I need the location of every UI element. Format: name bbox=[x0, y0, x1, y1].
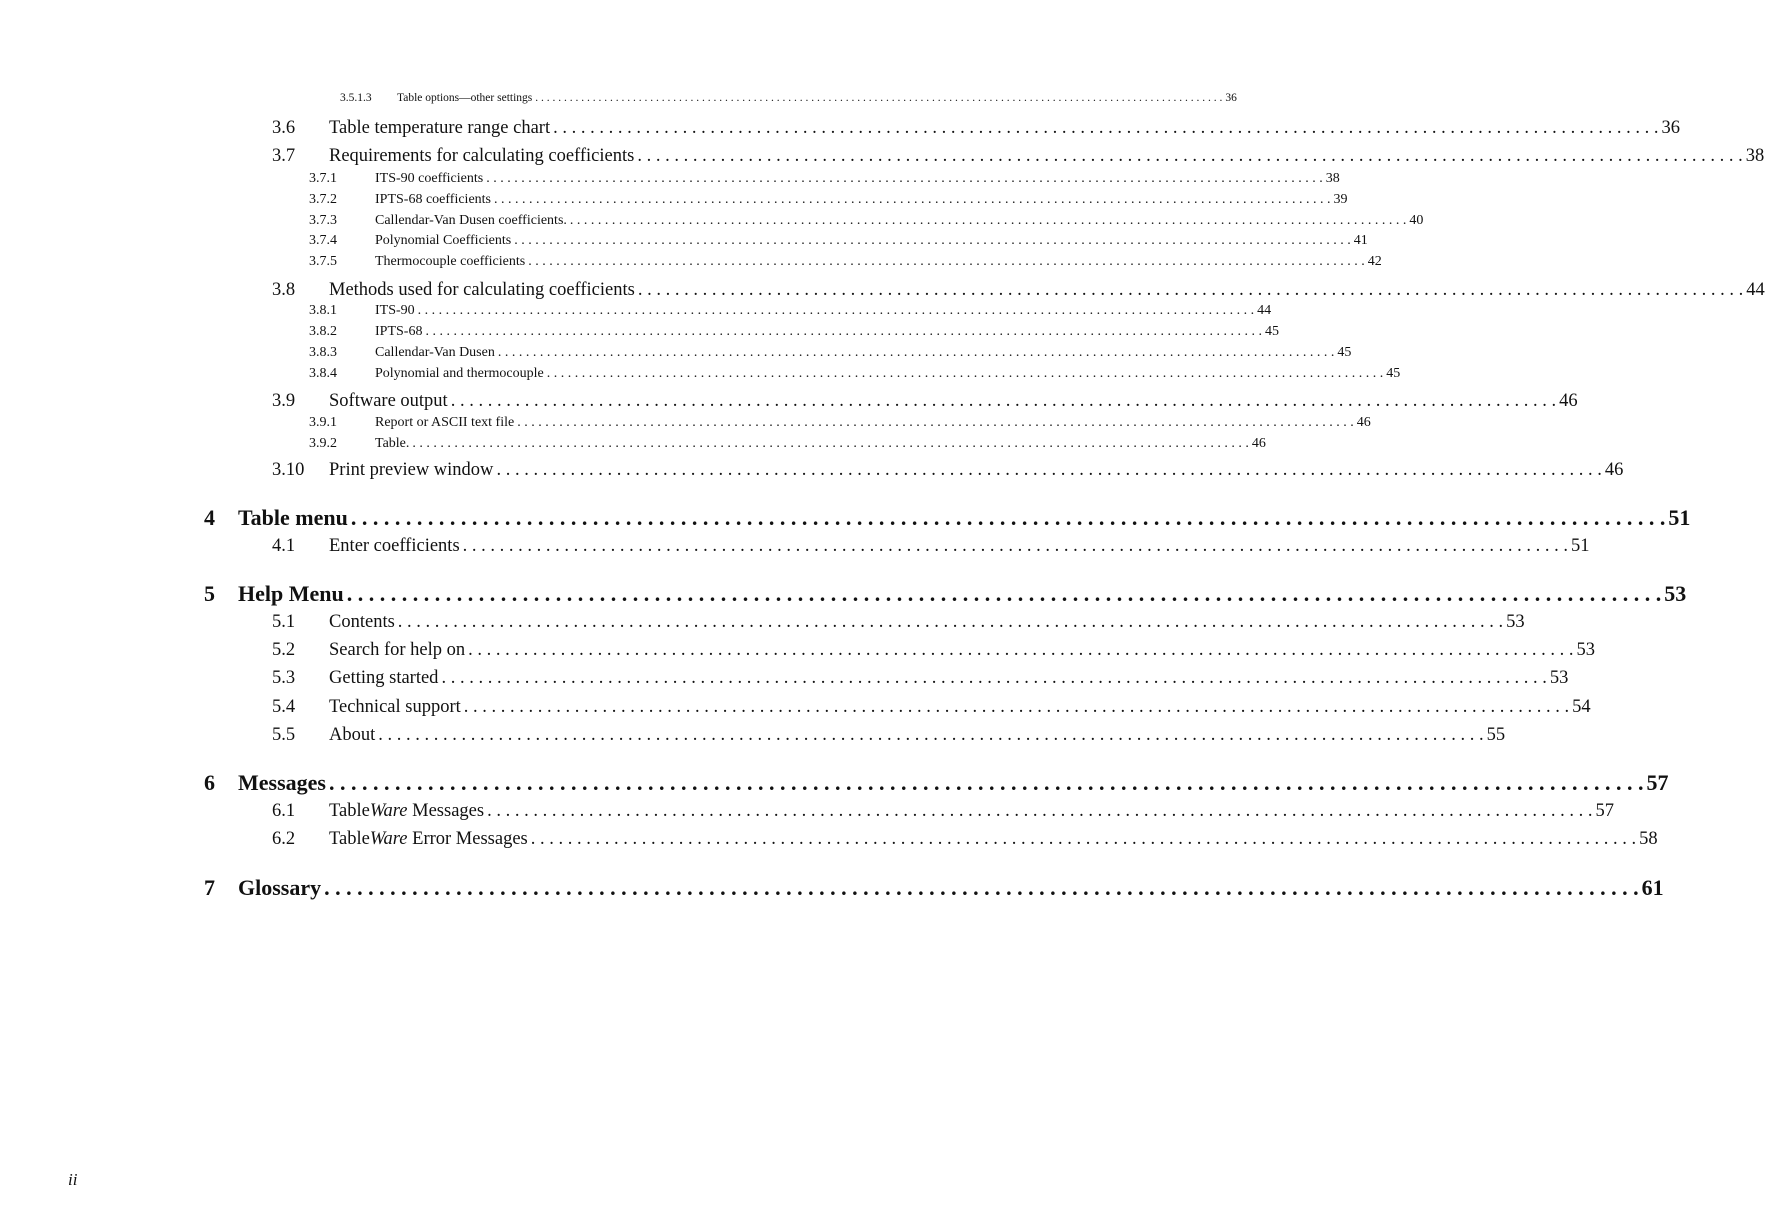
dot-leader: . . . . . . . . . . . . . . . . . . . . . . . . . . . . . . . . . . . . . . . . . . . . . . . . . . . . . . . . . . . . . . . . . . . . . . . . . . . . . . . . . . . . . . . . . . . . . . . . . . . . . . . . . . . . . . . . . . . . . . . . bbox=[528, 254, 1365, 269]
dot-leader: . . . . . . . . . . . . . . . . . . . . . . . . . . . . . . . . . . . . . . . . . . . . . . . . . . . . . . . . . . . . . . . . . . . . . . . . . . . . . . . . . . . . . . . . . . . . . . . . . . . . . . . . . . . . . . . . . . . . . . . . bbox=[546, 366, 1384, 381]
toc-entry-number: 3.7.2 bbox=[309, 192, 337, 207]
toc-entry bbox=[272, 460, 1624, 481]
toc-chapter bbox=[204, 770, 1669, 796]
toc-entry-title: Getting started bbox=[329, 668, 439, 688]
toc-entry-title: Requirements for calculating coefficients bbox=[329, 146, 635, 166]
toc-entry-title: Contents bbox=[329, 612, 395, 632]
toc-entry-page: 51 bbox=[1571, 536, 1590, 556]
toc-entry-title: Search for help on bbox=[329, 640, 466, 660]
toc-entry bbox=[272, 725, 1506, 746]
toc-entry-page: 53 bbox=[1506, 612, 1525, 632]
toc-entry bbox=[309, 192, 1348, 208]
dot-leader: . . . . . . . . . . . . . . . . . . . . . . . . . . . . . . . . . . . . . . . . . . . . . . . . . . . . . . . . . . . . . . . . . . . . . . . . . . . . . . . . . . . . . . . . . . . . . . . . . . . . . . . . . . . . . . . . . . . . . . . . bbox=[530, 829, 1637, 849]
toc-entry-page: 40 bbox=[1409, 213, 1424, 228]
toc-entry bbox=[309, 415, 1371, 431]
toc-entry-page: 41 bbox=[1353, 233, 1368, 248]
toc-entry-number: 3.10 bbox=[272, 460, 305, 480]
toc-entry-page: 57 bbox=[1595, 801, 1614, 821]
toc-entry-number: 3.8.1 bbox=[309, 303, 337, 318]
toc-entry-page: 58 bbox=[1639, 829, 1658, 849]
dot-leader: . . . . . . . . . . . . . . . . . . . . . . . . . . . . . . . . . . . . . . . . . . . . . . . . . . . . . . . . . . . . . . . . . . . . . . . . . . . . . . . . . . . . . . . . . . . . . . . . . . . . . . . . . . . . . . . . . . . . . . . . bbox=[346, 581, 1662, 606]
toc-entry-title: Messages bbox=[238, 770, 326, 795]
toc-entry-number: 3.5.1.3 bbox=[340, 92, 372, 104]
dot-leader: . . . . . . . . . . . . . . . . . . . . . . . . . . . . . . . . . . . . . . . . . . . . . . . . . . . . . . . . . . . . . . . . . . . . . . . . . . . . . . . . . . . . . . . . . . . . . . . . . . . . . . . . . . . . . . . . . . . . . . . . bbox=[417, 303, 1255, 318]
dot-leader: . . . . . . . . . . . . . . . . . . . . . . . . . . . . . . . . . . . . . . . . . . . . . . . . . . . . . . . . . . . . . . . . . . . . . . . . . . . . . . . . . . . . . . . . . . . . . . . . . . . . . . . . . . . . . . . . . . . . . . . . bbox=[412, 436, 1249, 451]
dot-leader: . . . . . . . . . . . . . . . . . . . . . . . . . . . . . . . . . . . . . . . . . . . . . . . . . . . . . . . . . . . . . . . . . . . . . . . . . . . . . . . . . . . . . . . . . . . . . . . . . . . . . . . . . . . . . . . . . . . . . . . . bbox=[378, 725, 1484, 745]
toc-chapter bbox=[204, 505, 1691, 531]
toc-entry bbox=[272, 146, 1765, 167]
toc-entry-number: 3.6 bbox=[272, 118, 296, 138]
toc-entry bbox=[272, 118, 1680, 139]
toc-entry-title: Table temperature range chart bbox=[329, 118, 551, 138]
toc-entry-number: 4 bbox=[204, 505, 215, 530]
toc-entry-page: 46 bbox=[1604, 460, 1624, 480]
dot-leader: . . . . . . . . . . . . . . . . . . . . . . . . . . . . . . . . . . . . . . . . . . . . . . . . . . . . . . . . . . . . . . . . . . . . . . . . . . . . . . . . . . . . . . . . . . . . . . . . . . . . . . . . . . . . . . . . . . . . . . . . bbox=[463, 697, 1570, 717]
toc-entry-title-part: Table bbox=[329, 829, 370, 849]
toc-entry-number: 3.8.2 bbox=[309, 324, 337, 339]
toc-entry-title: ITS-90 coefficients bbox=[375, 171, 484, 186]
toc-entry bbox=[272, 640, 1596, 661]
toc-entry-title: Callendar-Van Dusen coefficients. bbox=[375, 213, 567, 228]
toc-entry-number: 5.1 bbox=[272, 612, 296, 632]
toc-entry bbox=[272, 801, 1614, 822]
toc-entry-page: 53 bbox=[1664, 581, 1687, 606]
dot-leader: . . . . . . . . . . . . . . . . . . . . . . . . . . . . . . . . . . . . . . . . . . . . . . . . . . . . . . . . . . . . . . . . . . . . . . . . . . . . . . . . . . . . . . . . . . . . . . . . . . . . . . . . . . . . . . . . . . . . . . . . bbox=[553, 118, 1659, 138]
toc-entry bbox=[309, 171, 1340, 187]
dot-leader: . . . . . . . . . . . . . . . . . . . . . . . . . . . . . . . . . . . . . . . . . . . . . . . . . . . . . . . . . . . . . . . . . . . . . . . . . . . . . . . . . . . . . . . . . . . . . . . . . . . . . . . . . . . . . . . . . . . . . . . . bbox=[486, 171, 1323, 186]
toc-entry-number: 3.9.2 bbox=[309, 436, 337, 451]
toc-entry bbox=[309, 303, 1272, 319]
toc-entry bbox=[309, 345, 1352, 361]
toc-entry-number: 5.2 bbox=[272, 640, 296, 660]
toc-entry-title bbox=[329, 801, 484, 822]
toc-entry bbox=[340, 92, 1237, 104]
toc-entry-number: 6.2 bbox=[272, 829, 296, 849]
toc-entry-title: Print preview window bbox=[329, 460, 494, 480]
toc-entry bbox=[272, 697, 1591, 718]
toc-entry-page: 45 bbox=[1264, 324, 1279, 339]
toc-entry-title: Thermocouple coefficients bbox=[375, 254, 526, 269]
toc-entry bbox=[309, 366, 1401, 382]
toc-entry-title: Callendar-Van Dusen bbox=[375, 345, 495, 360]
toc-entry-number: 3.8.3 bbox=[309, 345, 337, 360]
toc-entry-number: 3.7.5 bbox=[309, 254, 337, 269]
toc-entry-title bbox=[329, 829, 528, 850]
toc-entry-number: 3.7.4 bbox=[309, 233, 337, 248]
toc-entry-title: IPTS-68 bbox=[375, 324, 423, 339]
toc-entry-number: 5.5 bbox=[272, 725, 296, 745]
toc-entry-page: 53 bbox=[1549, 668, 1569, 688]
dot-leader: . . . . . . . . . . . . . . . . . . . . . . . . . . . . . . . . . . . . . . . . . . . . . . . . . . . . . . . . . . . . . . . . . . . . . . . . . . . . . . . . . . . . . . . . . . . . . . . . . . . . . . . . . . . . . . . . . . . . . . . . bbox=[487, 801, 1593, 821]
toc-entry-number: 3.9.1 bbox=[309, 415, 337, 430]
toc-entry-title: ITS-90 bbox=[375, 303, 415, 318]
toc-entry bbox=[309, 254, 1382, 270]
toc-entry-number: 3.7.1 bbox=[309, 171, 337, 186]
dot-leader: . . . . . . . . . . . . . . . . . . . . . . . . . . . . . . . . . . . . . . . . . . . . . . . . . . . . . . . . . . . . . . . . . . . . . . . . . . . . . . . . . . . . . . . . . . . . . . . . . . . . . . . . . . . . . . . . . . . . . . . . bbox=[350, 505, 1666, 530]
toc-entry-title: IPTS-68 coefficients bbox=[375, 192, 491, 207]
toc-entry-page: 38 bbox=[1325, 171, 1340, 186]
toc-entry-page: 54 bbox=[1572, 697, 1591, 717]
dot-leader: . . . . . . . . . . . . . . . . . . . . . . . . . . . . . . . . . . . . . . . . . . . . . . . . . . . . . . . . . . . . . . . . . . . . . . . . . . . . . . . . . . . . . . . . . . . . . . . . . . . . . . . . . . . . . . . . . . . . . . . . bbox=[441, 668, 1547, 688]
toc-entry-page: 38 bbox=[1745, 146, 1765, 166]
toc-entry bbox=[309, 324, 1279, 340]
toc-entry-page: 55 bbox=[1486, 725, 1506, 745]
toc-entry-title: Table options—other settings bbox=[397, 92, 533, 104]
toc-entry-title-part: Table bbox=[329, 801, 370, 821]
toc-entry-title: Technical support bbox=[329, 697, 461, 717]
toc-entry bbox=[272, 391, 1578, 412]
toc-entry-title: Table menu bbox=[238, 505, 348, 530]
toc-entry-page: 36 bbox=[1661, 118, 1680, 138]
toc-entry bbox=[309, 233, 1368, 249]
toc-entry-page: 45 bbox=[1337, 345, 1352, 360]
toc-entry-page: 53 bbox=[1576, 640, 1596, 660]
toc-chapter bbox=[204, 581, 1687, 607]
dot-leader: . . . . . . . . . . . . . . . . . . . . . . . . . . . . . . . . . . . . . . . . . . . . . . . . . . . . . . . . . . . . . . . . . . . . . . . . . . . . . . . . . . . . . . . . . . . . . . . . . . . . . . . . . . . . . . . . . . . . . . . . bbox=[637, 146, 1743, 166]
dot-leader: . . . . . . . . . . . . . . . . . . . . . . . . . . . . . . . . . . . . . . . . . . . . . . . . . . . . . . . . . . . . . . . . . . . . . . . . . . . . . . . . . . . . . . . . . . . . . . . . . . . . . . . . . . . . . . . . . . . . . . . . bbox=[535, 92, 1223, 104]
toc-entry-page: 42 bbox=[1367, 254, 1382, 269]
dot-leader: . . . . . . . . . . . . . . . . . . . . . . . . . . . . . . . . . . . . . . . . . . . . . . . . . . . . . . . . . . . . . . . . . . . . . . . . . . . . . . . . . . . . . . . . . . . . . . . . . . . . . . . . . . . . . . . . . . . . . . . . bbox=[425, 324, 1262, 339]
toc-entry-number: 5 bbox=[204, 581, 215, 606]
toc-entry-page: 46 bbox=[1356, 415, 1371, 430]
toc-entry bbox=[272, 829, 1658, 850]
toc-entry-number: 3.8 bbox=[272, 280, 296, 300]
dot-leader: . . . . . . . . . . . . . . . . . . . . . . . . . . . . . . . . . . . . . . . . . . . . . . . . . . . . . . . . . . . . . . . . . . . . . . . . . . . . . . . . . . . . . . . . . . . . . . . . . . . . . . . . . . . . . . . . . . . . . . . . bbox=[494, 192, 1331, 207]
toc-entry bbox=[272, 668, 1569, 689]
toc-entry-page: 39 bbox=[1333, 192, 1348, 207]
dot-leader: . . . . . . . . . . . . . . . . . . . . . . . . . . . . . . . . . . . . . . . . . . . . . . . . . . . . . . . . . . . . . . . . . . . . . . . . . . . . . . . . . . . . . . . . . . . . . . . . . . . . . . . . . . . . . . . . . . . . . . . . bbox=[569, 213, 1407, 228]
toc-entry bbox=[272, 536, 1590, 557]
dot-leader: . . . . . . . . . . . . . . . . . . . . . . . . . . . . . . . . . . . . . . . . . . . . . . . . . . . . . . . . . . . . . . . . . . . . . . . . . . . . . . . . . . . . . . . . . . . . . . . . . . . . . . . . . . . . . . . . . . . . . . . . bbox=[324, 875, 1639, 900]
toc-entry-page: 46 bbox=[1559, 391, 1578, 411]
dot-leader: . . . . . . . . . . . . . . . . . . . . . . . . . . . . . . . . . . . . . . . . . . . . . . . . . . . . . . . . . . . . . . . . . . . . . . . . . . . . . . . . . . . . . . . . . . . . . . . . . . . . . . . . . . . . . . . . . . . . . . . . bbox=[637, 280, 1744, 300]
toc-entry-title-part: Messages bbox=[407, 801, 485, 821]
toc-entry-title: Enter coefficients bbox=[329, 536, 460, 556]
toc-entry-number: 6 bbox=[204, 770, 215, 795]
toc-entry-number: 7 bbox=[204, 875, 215, 900]
toc-entry bbox=[309, 436, 1266, 452]
toc-entry-title: Polynomial and thermocouple bbox=[375, 366, 544, 381]
toc-entry bbox=[309, 213, 1424, 229]
toc-entry-number: 3.7 bbox=[272, 146, 296, 166]
toc-entry-title: Methods used for calculating coefficients bbox=[329, 280, 635, 300]
toc-entry-page: 46 bbox=[1251, 436, 1266, 451]
toc-entry-page: 51 bbox=[1668, 505, 1691, 530]
dot-leader: . . . . . . . . . . . . . . . . . . . . . . . . . . . . . . . . . . . . . . . . . . . . . . . . . . . . . . . . . . . . . . . . . . . . . . . . . . . . . . . . . . . . . . . . . . . . . . . . . . . . . . . . . . . . . . . . . . . . . . . . bbox=[497, 345, 1335, 360]
toc-entry-title: Software output bbox=[329, 391, 448, 411]
toc-entry-title: Table. bbox=[375, 436, 410, 451]
toc-entry-number: 3.8.4 bbox=[309, 366, 337, 381]
dot-leader: . . . . . . . . . . . . . . . . . . . . . . . . . . . . . . . . . . . . . . . . . . . . . . . . . . . . . . . . . . . . . . . . . . . . . . . . . . . . . . . . . . . . . . . . . . . . . . . . . . . . . . . . . . . . . . . . . . . . . . . . bbox=[462, 536, 1569, 556]
dot-leader: . . . . . . . . . . . . . . . . . . . . . . . . . . . . . . . . . . . . . . . . . . . . . . . . . . . . . . . . . . . . . . . . . . . . . . . . . . . . . . . . . . . . . . . . . . . . . . . . . . . . . . . . . . . . . . . . . . . . . . . . bbox=[517, 415, 1354, 430]
dot-leader: . . . . . . . . . . . . . . . . . . . . . . . . . . . . . . . . . . . . . . . . . . . . . . . . . . . . . . . . . . . . . . . . . . . . . . . . . . . . . . . . . . . . . . . . . . . . . . . . . . . . . . . . . . . . . . . . . . . . . . . . bbox=[468, 640, 1574, 660]
toc-entry bbox=[272, 612, 1525, 633]
toc-entry-page: 61 bbox=[1641, 875, 1664, 900]
page-number: ii bbox=[68, 1170, 78, 1189]
toc-entry-number: 3.9 bbox=[272, 391, 296, 411]
toc-entry-title: About bbox=[329, 725, 376, 745]
dot-leader: . . . . . . . . . . . . . . . . . . . . . . . . . . . . . . . . . . . . . . . . . . . . . . . . . . . . . . . . . . . . . . . . . . . . . . . . . . . . . . . . . . . . . . . . . . . . . . . . . . . . . . . . . . . . . . . . . . . . . . . . bbox=[496, 460, 1602, 480]
toc-entry-title: Help Menu bbox=[238, 581, 344, 606]
dot-leader: . . . . . . . . . . . . . . . . . . . . . . . . . . . . . . . . . . . . . . . . . . . . . . . . . . . . . . . . . . . . . . . . . . . . . . . . . . . . . . . . . . . . . . . . . . . . . . . . . . . . . . . . . . . . . . . . . . . . . . . . bbox=[514, 233, 1351, 248]
toc-entry-page: 44 bbox=[1257, 303, 1272, 318]
toc-entry-page: 45 bbox=[1386, 366, 1401, 381]
toc-entry-page: 57 bbox=[1646, 770, 1669, 795]
toc-entry-title: Polynomial Coefficients bbox=[375, 233, 512, 248]
toc-entry-number: 3.7.3 bbox=[309, 213, 337, 228]
toc-entry-title-part: Error Messages bbox=[407, 829, 528, 849]
dot-leader: . . . . . . . . . . . . . . . . . . . . . . . . . . . . . . . . . . . . . . . . . . . . . . . . . . . . . . . . . . . . . . . . . . . . . . . . . . . . . . . . . . . . . . . . . . . . . . . . . . . . . . . . . . . . . . . . . . . . . . . . bbox=[450, 391, 1557, 411]
toc-chapter bbox=[204, 875, 1664, 901]
toc-entry-number: 5.3 bbox=[272, 668, 296, 688]
toc-entry-title: Report or ASCII text file bbox=[375, 415, 515, 430]
toc-entry-number: 6.1 bbox=[272, 801, 296, 821]
toc-entry-title: Glossary bbox=[238, 875, 322, 900]
toc-entry-page: 44 bbox=[1746, 280, 1765, 300]
toc-entry-title-italic: Ware bbox=[369, 829, 408, 849]
dot-leader: . . . . . . . . . . . . . . . . . . . . . . . . . . . . . . . . . . . . . . . . . . . . . . . . . . . . . . . . . . . . . . . . . . . . . . . . . . . . . . . . . . . . . . . . . . . . . . . . . . . . . . . . . . . . . . . . . . . . . . . . bbox=[328, 770, 1644, 795]
toc-entry-title-italic: Ware bbox=[369, 801, 408, 821]
toc-entry bbox=[272, 280, 1765, 301]
dot-leader: . . . . . . . . . . . . . . . . . . . . . . . . . . . . . . . . . . . . . . . . . . . . . . . . . . . . . . . . . . . . . . . . . . . . . . . . . . . . . . . . . . . . . . . . . . . . . . . . . . . . . . . . . . . . . . . . . . . . . . . . bbox=[397, 612, 1504, 632]
toc-entry-number: 5.4 bbox=[272, 697, 296, 717]
toc-entry-page: 36 bbox=[1225, 92, 1237, 104]
toc-entry-number: 4.1 bbox=[272, 536, 296, 556]
